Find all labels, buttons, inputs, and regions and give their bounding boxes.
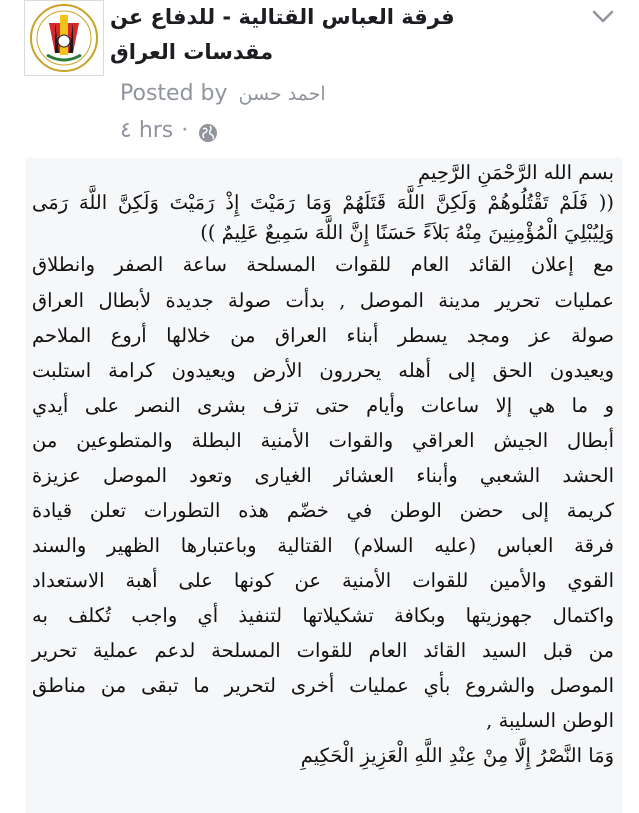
post-line: أبطال الجيش العراقي والقوات الأمنية البطلة والمتطوعين من [32, 429, 614, 452]
post-line: وَلِيُبْلِيَ الْمُؤْمِنِينَ مِنْهُ بَلاَءً حَسَنًا إِنَّ اللَّهَ سَمِيعٌ عَلِيمٌ )) [200, 221, 614, 244]
globe-icon [198, 123, 218, 143]
post-line: القوي والأمين للقوات الأمنية عن كونها على أهبة الاستعداد [32, 569, 614, 592]
post-line: بسم الله الرَّحْمَنِ الرَّحِيمِ [418, 161, 614, 184]
page-title-line-2[interactable]: مقدسات العراق [110, 40, 274, 64]
post-line: وَمَا النَّصْرُ إِلَّا مِنْ عِنْدِ اللَّهِ الْعَزِيزِ الْحَكِيمِ [300, 744, 614, 767]
posted-by-label: Posted by [120, 81, 228, 106]
post-line: من قبل السيد القائد العام للقوات المسلحة لدعم عملية تحرير [32, 639, 614, 662]
privacy-button[interactable] [198, 121, 218, 141]
post-line: الحشد الشعبي وأبناء العشائر الغيارى وتعود الموصل عزيزة [32, 464, 614, 487]
post-line: كريمة إلى حضن الوطن في خضّم هذه التطورات تعلن قيادة [32, 499, 614, 522]
post-line: ويعيدون الحق إلى أهله يحررون الأرض ويعيدون كرامة استلبت [32, 359, 614, 382]
chevron-down-icon [588, 6, 618, 28]
page-title[interactable] [110, 0, 580, 70]
post-line: الموصل والشروع بأي عمليات أخرى لتحرير ما تبقى من مناطق [32, 674, 614, 697]
post-timestamp[interactable]: ٤ hrs [120, 118, 174, 143]
page-title-line-1[interactable]: فرقة العباس القتالية - للدفاع عن [110, 5, 455, 29]
posted-by [120, 78, 326, 110]
post-line: و ما هي إلا ساعات وأيام حتى تزف بشرى النصر على أيدي [32, 394, 614, 417]
post-line: مع إعلان القائد العام للقوات المسلحة ساعة الصفر وانطلاق [32, 253, 614, 276]
meta-separator: · [181, 118, 189, 143]
logo-icon [25, 1, 103, 75]
post-options-button[interactable] [588, 6, 618, 28]
post-line: عمليات تحرير مدينة الموصل , بدأت صولة جديدة لأبطال العراق [32, 289, 614, 312]
post-line: واكتمال جهوزيتها وبكافة تشكيلاتها لتنفيذ أي واجب تُكلف به [32, 604, 614, 627]
author-link[interactable]: احمد حسن [238, 83, 326, 105]
page-avatar[interactable] [24, 0, 104, 76]
post-line: صولة عز ومجد يسطر أبناء العراق من خلالها أروع الملاحم [32, 324, 614, 347]
post-line: (( فَلَمْ تَقْتُلُوهُمْ وَلَكِنَّ اللَّهَ قَتَلَهُمْ وَمَا رَمَيْتَ إِذْ رَمَيْتَ وَلَكِنَّ اللَّهَ رَمَى [32, 191, 614, 214]
post-line: الوطن السليبة , [486, 709, 614, 732]
post-header [0, 0, 639, 150]
post-meta [120, 115, 218, 147]
post-body [26, 158, 622, 813]
post-line: فرقة العباس (عليه السلام) القتالية وباعتبارها الظهير والسند [32, 534, 614, 557]
